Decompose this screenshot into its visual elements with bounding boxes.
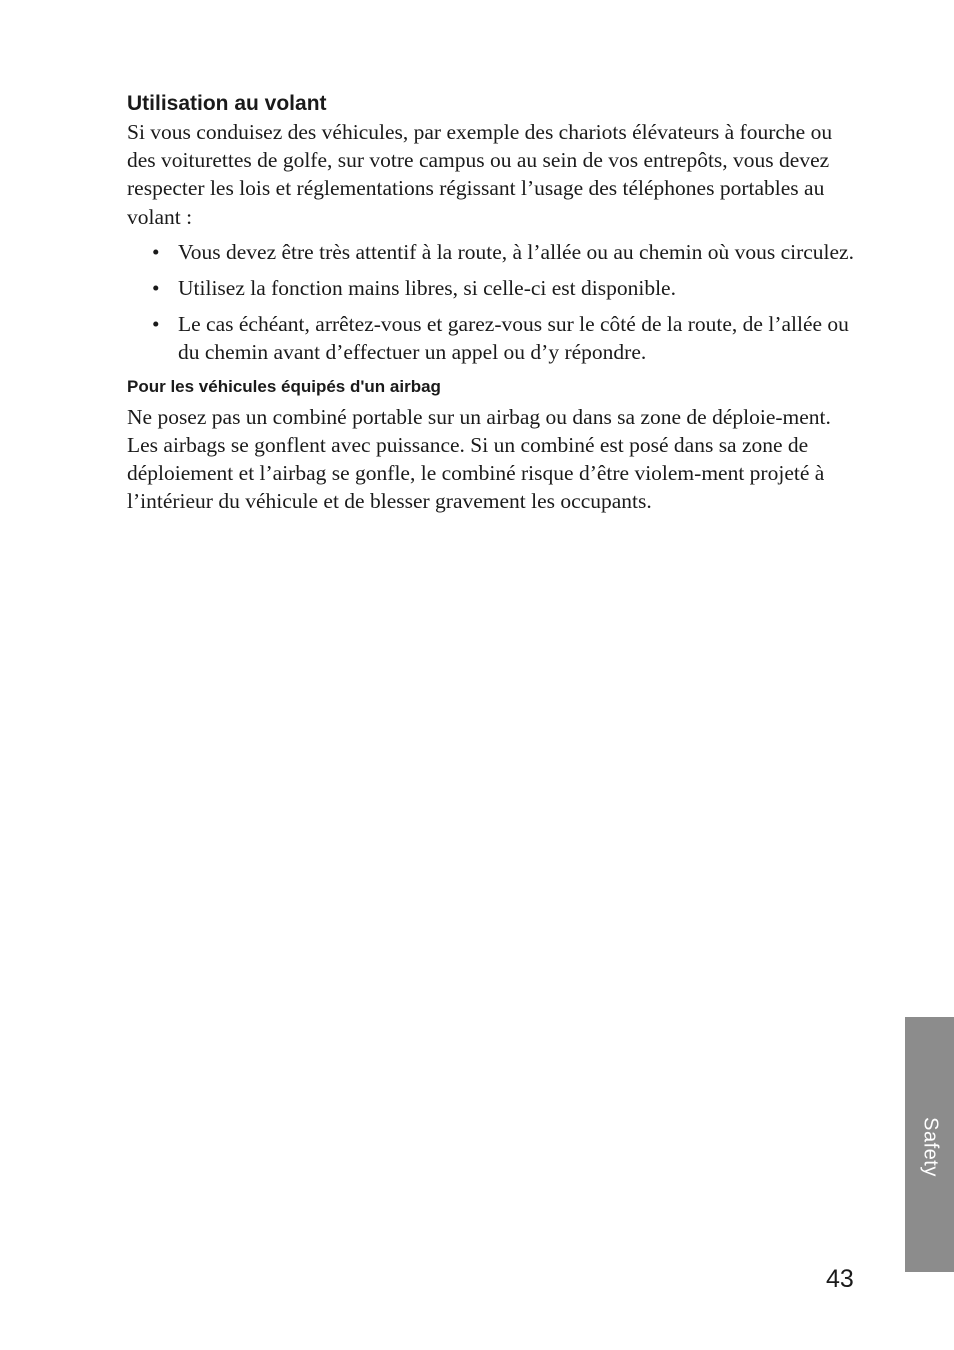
list-item: [127, 310, 862, 366]
section-heading-driving: Utilisation au volant: [127, 92, 327, 115]
list-item-text: Vous devez être très attentif à la route, à l’allée ou au chemin où vous circulez.: [178, 239, 854, 264]
bullet-icon: •: [152, 312, 160, 337]
list-item: [127, 238, 862, 266]
bullet-icon: •: [152, 239, 160, 264]
list-item-text: Le cas échéant, arrêtez-vous et garez-vous sur le côté de la route, de l’allée ou du chemin avant d’effectuer un appel ou d’y répondre.: [178, 312, 849, 365]
list-item-text: Utilisez la fonction mains libres, si celle-ci est disponible.: [178, 276, 676, 301]
airbag-paragraph: Ne posez pas un combiné portable sur un airbag ou dans sa zone de déploie-ment. Les airbags se gonflent avec puissance. Si un combiné est posé dans sa zone de déploiement et l’airbag se gonfle, le combiné risque d’être violem-ment projeté à l’intérieur du véhicule et de blesser gravement les occupants.: [127, 404, 831, 514]
bullet-list: [127, 238, 862, 367]
section-intro-paragraph: Si vous conduisez des véhicules, par exemple des chariots élévateurs à fourche ou des voiturettes de golfe, sur votre campus ou au sein de vos entrepôts, vous devez respecter les lois et réglementations régissant l’usage des téléphones portables au volant :: [127, 120, 833, 229]
page-number: 43: [826, 1265, 854, 1293]
list-item: [127, 274, 862, 302]
page-content: [127, 90, 862, 515]
bullet-icon: •: [152, 276, 160, 301]
section-side-tab: [905, 1017, 954, 1272]
section-heading-airbag: Pour les véhicules équipés d'un airbag: [127, 376, 441, 396]
side-tab-label: Safety: [919, 1117, 941, 1177]
